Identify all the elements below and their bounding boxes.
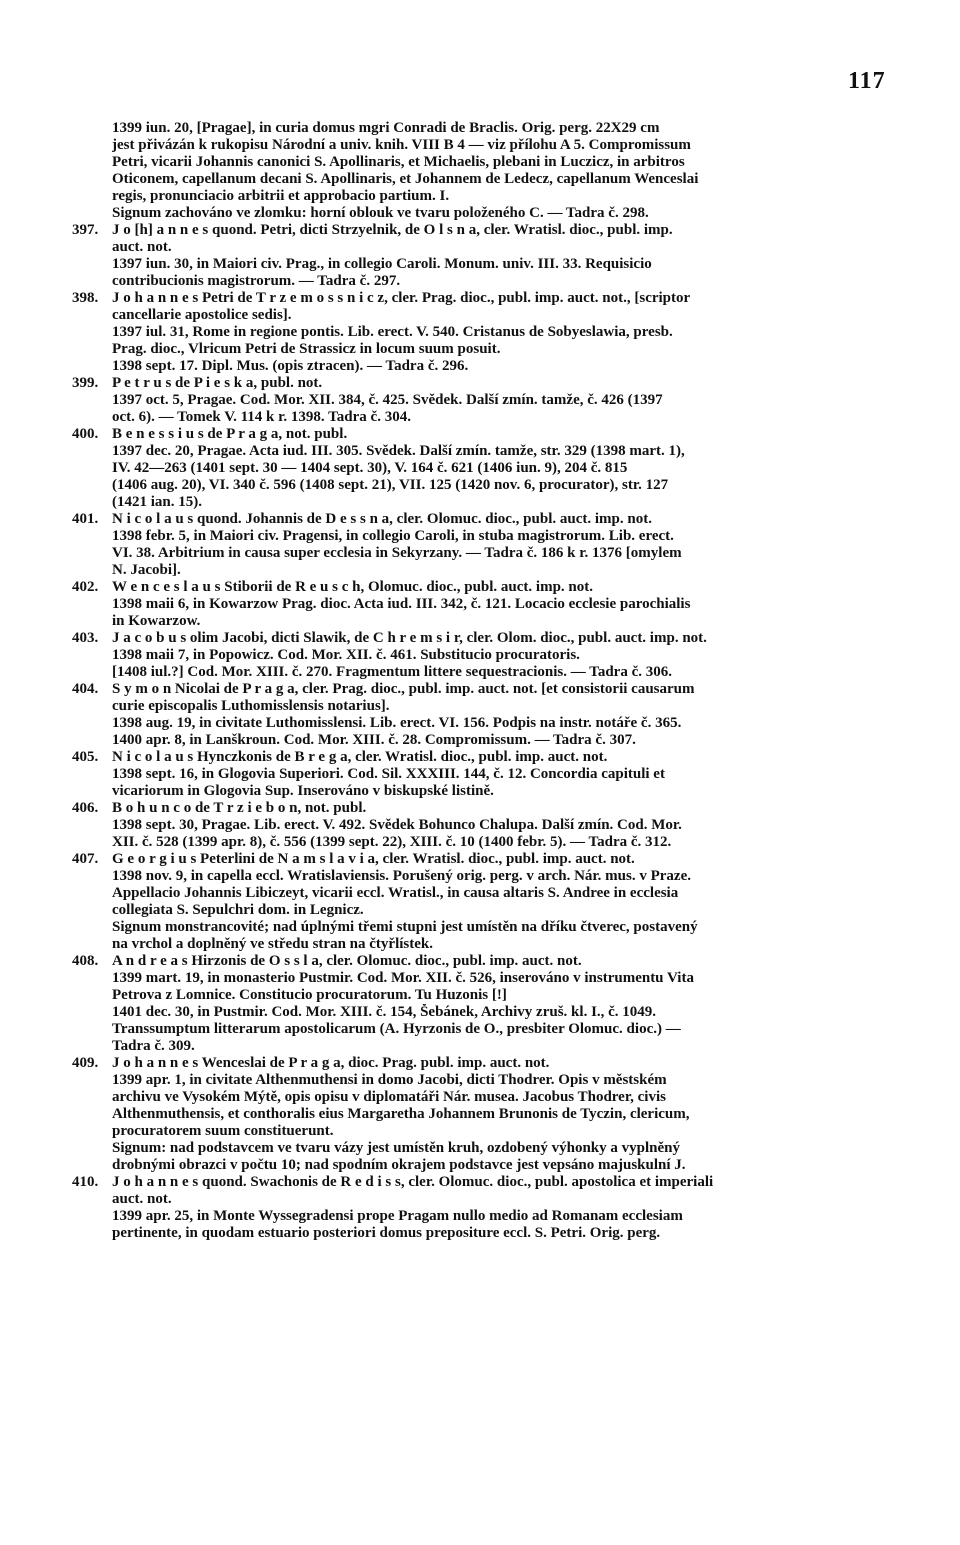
entry-line: Appellacio Johannis Libiczeyt, vicarii eccl. Wratisl., in causa altaris S. Andree in ecclesia	[112, 885, 679, 901]
entry-line: 1400 apr. 8, in Lanškroun. Cod. Mor. XIII. č. 28. Compromissum. — Tadra č. 307.	[112, 732, 636, 748]
entry-line: Signum monstrancovité; nad úplnými třemi stupni jest umístěn na dříku čtverec, postavený	[112, 919, 698, 935]
entry-line: 1399 iun. 20, [Pragae], in curia domus mgri Conradi de Braclis. Orig. perg. 22X29 cm	[112, 120, 660, 136]
entry	[72, 630, 898, 681]
entry-line: J o [h] a n n e s quond. Petri, dicti Strzyelnik, de O l s n a, cler. Wratisl. dioc., publ. imp.	[112, 222, 673, 238]
entry	[72, 749, 898, 800]
entry-line: (1421 ian. 15).	[112, 494, 202, 510]
entry-line: J o h a n n e s quond. Swachonis de R e d i s s, cler. Olomuc. dioc., publ. apostolica et imperiali	[112, 1174, 714, 1190]
entry-number: 408.	[72, 953, 99, 969]
entry-line: na vrchol a doplněný ve středu stran na čtyřlístek.	[112, 936, 433, 952]
entry-number: 400.	[72, 426, 99, 442]
entry-line: J a c o b u s olim Jacobi, dicti Slawik, de C h r e m s i r, cler. Olom. dioc., publ. auct. imp. not.	[112, 630, 707, 646]
entry-line: 1398 aug. 19, in civitate Luthomisslensi. Lib. erect. VI. 156. Podpis na instr. notáře č. 365.	[112, 715, 682, 731]
entry	[72, 1174, 898, 1242]
entry-line: Oticonem, capellanum decani S. Apollinaris, et Johannem de Ledecz, capellanum Wenceslai	[112, 171, 699, 187]
entry-line: B e n e s s i u s de P r a g a, not. publ.	[112, 426, 348, 442]
entry-line: jest přivázán k rukopisu Národní a univ. knih. VIII B 4 — viz přílohu A 5. Compromissum	[112, 137, 691, 153]
entry-line: Signum: nad podstavcem ve tvaru vázy jest umístěn kruh, ozdobený výhonky a vyplněný	[112, 1140, 680, 1156]
entry-line: N i c o l a u s Hynczkonis de B r e g a, cler. Wratisl. dioc., publ. imp. auct. not.	[112, 749, 608, 765]
entry-line: 1399 apr. 25, in Monte Wyssegradensi prope Pragam nullo medio ad Romanam ecclesiam	[112, 1208, 683, 1224]
entry-line: S y m o n Nicolai de P r a g a, cler. Prag. dioc., publ. imp. auct. not. [et consistorii causarum	[112, 681, 695, 697]
entry-line: vicariorum in Glogovia Sup. Inserováno v biskupské listině.	[112, 783, 494, 799]
entry-line: collegiata S. Sepulchri dom. in Legnicz.	[112, 902, 364, 918]
entry	[72, 511, 898, 579]
entry-line: 1398 febr. 5, in Maiori civ. Pragensi, in collegio Caroli, in stuba magistrorum. Lib. erect.	[112, 528, 674, 544]
entry-line: 1398 maii 6, in Kowarzow Prag. dioc. Acta iud. III. 342, č. 121. Locacio ecclesie parochialis	[112, 596, 691, 612]
entry-number: 404.	[72, 681, 99, 697]
entry-line: oct. 6). — Tomek V. 114 k r. 1398. Tadra č. 304.	[112, 409, 411, 425]
entry	[72, 375, 898, 426]
entry-line: drobnými obrazci v počtu 10; nad spodním okrajem podstavce jest vepsáno majuskulní J.	[112, 1157, 686, 1173]
entry-line: in Kowarzow.	[112, 613, 201, 629]
entry-line: 1397 iun. 30, in Maiori civ. Prag., in collegio Caroli. Monum. univ. III. 33. Requisicio	[112, 256, 652, 272]
entry-number: 406.	[72, 800, 99, 816]
entry-line: auct. not.	[112, 1191, 172, 1207]
entry-line: curie episcopalis Luthomisslensis notarius].	[112, 698, 390, 714]
entry-line: W e n c e s l a u s Stiborii de R e u s c h, Olomuc. dioc., publ. auct. imp. not.	[112, 579, 594, 595]
entry	[72, 851, 898, 953]
entry-line: contribucionis magistrorum. — Tadra č. 297.	[112, 273, 401, 289]
entry	[72, 681, 898, 749]
entry-line: 1398 sept. 17. Dipl. Mus. (opis ztracen). — Tadra č. 296.	[112, 358, 469, 374]
entry-line: cancellarie apostolice sedis].	[112, 307, 292, 323]
entry-number: 410.	[72, 1174, 99, 1190]
entry-line: P e t r u s de P i e s k a, publ. not.	[112, 375, 323, 391]
entry-number: 397.	[72, 222, 99, 238]
entries-list	[72, 120, 898, 1242]
entry-line: Petrova z Lomnice. Constitucio procuratorum. Tu Huzonis [!]	[112, 987, 507, 1003]
entry-line: A n d r e a s Hirzonis de O s s l a, cler. Olomuc. dioc., publ. imp. auct. not.	[112, 953, 582, 969]
entry-line: 1397 dec. 20, Pragae. Acta iud. III. 305. Svědek. Další zmín. tamže, str. 329 (1398 mart. 1),	[112, 443, 685, 459]
entry-line: 1398 sept. 16, in Glogovia Superiori. Cod. Sil. XXXIII. 144, č. 12. Concordia capituli et	[112, 766, 665, 782]
entry-line: procuratorem suum constituerunt.	[112, 1123, 334, 1139]
entry-number: 405.	[72, 749, 99, 765]
entry-number: 399.	[72, 375, 99, 391]
entry	[72, 953, 898, 1055]
entry-line: 1401 dec. 30, in Pustmir. Cod. Mor. XIII. č. 154, Šebánek, Archivy zruš. kl. I., č. 1049.	[112, 1004, 657, 1020]
entry-line: archivu ve Vysokém Mýtě, opis opisu v diplomatáři Nár. musea. Jacobus Thodrer, civis	[112, 1089, 666, 1105]
entry-line: Althenmuthensis, et conthoralis eius Margaretha Johannem Brunonis de Tyczin, clericum,	[112, 1106, 690, 1122]
entry-line: 1399 apr. 1, in civitate Althenmuthensi in domo Jacobi, dicti Thodrer. Opis v městském	[112, 1072, 667, 1088]
entry-line: B o h u n c o de T r z i e b o n, not. publ.	[112, 800, 367, 816]
entry-number: 403.	[72, 630, 99, 646]
entry-line: IV. 42—263 (1401 sept. 30 — 1404 sept. 30), V. 164 č. 621 (1406 iun. 9), 204 č. 815	[112, 460, 628, 476]
entry-line: auct. not.	[112, 239, 172, 255]
entry-line: N i c o l a u s quond. Johannis de D e s s n a, cler. Olomuc. dioc., publ. auct. imp. not.	[112, 511, 652, 527]
entry-line: J o h a n n e s Petri de T r z e m o s s n i c z, cler. Prag. dioc., publ. imp. auct. not., [scriptor	[112, 290, 691, 306]
entry	[72, 800, 898, 851]
entry-line: 1399 mart. 19, in monasterio Pustmir. Cod. Mor. XII. č. 526, inserováno v instrumentu Vita	[112, 970, 694, 986]
entry-line: Prag. dioc., Vlricum Petri de Strassicz in locum suum posuit.	[112, 341, 501, 357]
entry-line: 1397 oct. 5, Pragae. Cod. Mor. XII. 384, č. 425. Svědek. Další zmín. tamže, č. 426 (1397	[112, 392, 663, 408]
entry-line: regis, pronunciacio arbitrii et approbacio partium. I.	[112, 188, 450, 204]
entry	[72, 290, 898, 375]
entry-line: Transsumptum litterarum apostolicarum (A. Hyrzonis de O., presbiter Olomuc. dioc.) —	[112, 1021, 681, 1037]
entry-line: VI. 38. Arbitrium in causa super ecclesia in Sekyrzany. — Tadra č. 186 k r. 1376 [omylem	[112, 545, 682, 561]
entry-line: G e o r g i u s Peterlini de N a m s l a v i a, cler. Wratisl. dioc., publ. imp. auct. not.	[112, 851, 635, 867]
entry-line: [1408 iul.?] Cod. Mor. XIII. č. 270. Fragmentum littere sequestracionis. — Tadra č. 306.	[112, 664, 672, 680]
entry-line: (1406 aug. 20), VI. 340 č. 596 (1408 sept. 21), VII. 125 (1420 nov. 6, procurator), str. 127	[112, 477, 669, 493]
entry-line: 1398 nov. 9, in capella eccl. Wratislaviensis. Porušený orig. perg. v arch. Nár. mus. v Praze.	[112, 868, 691, 884]
entry-line: pertinente, in quodam estuario posteriori domus prepositure eccl. S. Petri. Orig. perg.	[112, 1225, 661, 1241]
entry	[112, 120, 898, 222]
entry-number: 402.	[72, 579, 99, 595]
entry	[72, 222, 898, 290]
entry-line: Signum zachováno ve zlomku: horní oblouk ve tvaru položeného C. — Tadra č. 298.	[112, 205, 649, 221]
entry-line: 1398 sept. 30, Pragae. Lib. erect. V. 492. Svědek Bohunco Chalupa. Další zmín. Cod. Mor.	[112, 817, 682, 833]
entry-number: 398.	[72, 290, 99, 306]
entry-line: 1397 iul. 31, Rome in regione pontis. Lib. erect. V. 540. Cristanus de Sobyeslawia, presb.	[112, 324, 673, 340]
entry	[72, 426, 898, 511]
page-number: 117	[848, 68, 886, 94]
entry-number: 409.	[72, 1055, 99, 1071]
entry	[72, 1055, 898, 1174]
entry-line: N. Jacobi].	[112, 562, 181, 578]
entry-line: Petri, vicarii Johannis canonici S. Apollinaris, et Michaelis, plebani in Luczicz, in arbitros	[112, 154, 685, 170]
entry-line: 1398 maii 7, in Popowicz. Cod. Mor. XII. č. 461. Substitucio procuratoris.	[112, 647, 580, 663]
entry-line: J o h a n n e s Wenceslai de P r a g a, dioc. Prag. publ. imp. auct. not.	[112, 1055, 550, 1071]
entry	[72, 579, 898, 630]
entry-line: XII. č. 528 (1399 apr. 8), č. 556 (1399 sept. 22), XIII. č. 10 (1400 febr. 5). — Tadra č. 312.	[112, 834, 672, 850]
entry-number: 401.	[72, 511, 99, 527]
entry-number: 407.	[72, 851, 99, 867]
entry-line: Tadra č. 309.	[112, 1038, 195, 1054]
